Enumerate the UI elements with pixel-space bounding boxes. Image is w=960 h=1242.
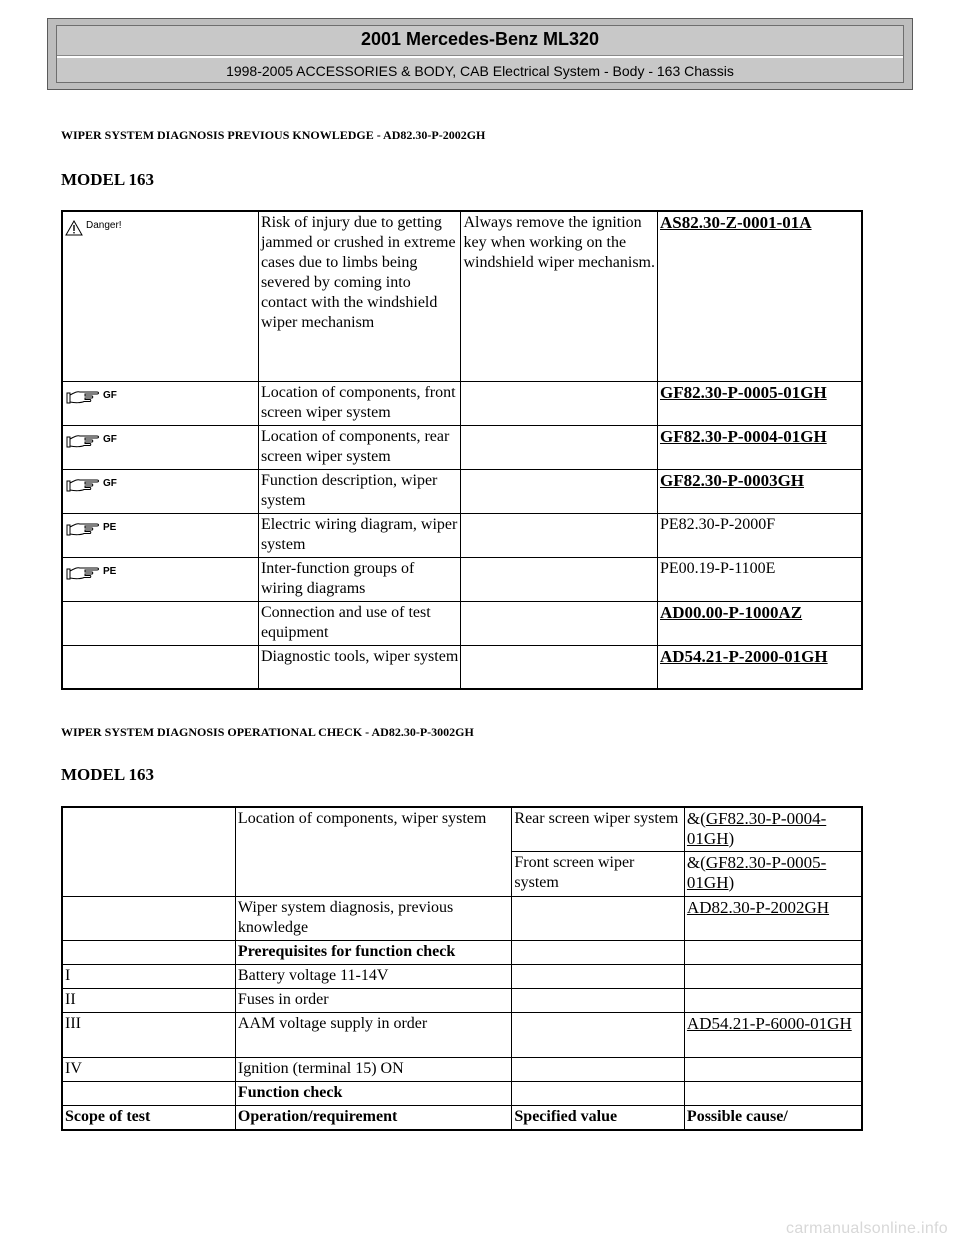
header-banner [47, 18, 913, 90]
pointing-hand-icon [65, 387, 101, 405]
prerequisite-ref-cell [684, 1058, 862, 1082]
gf-reference-icon [65, 386, 117, 406]
reference-code: PE82.30-P-2000F [660, 515, 776, 533]
description-cell: Risk of injury due to getting jammed or crushed in extreme cases due to limbs being severed by coming into contact with the windshield wiper mechanism [258, 211, 461, 381]
note-cell [461, 513, 658, 557]
table-cell [512, 989, 685, 1013]
icon-cell [62, 645, 258, 689]
front-screen-ref-cell [684, 852, 862, 897]
header-divider [57, 55, 903, 58]
table-row [62, 601, 862, 645]
prerequisite-ref-cell [684, 1013, 862, 1058]
reference-link[interactable]: AS82.30-Z-0001-01A [660, 213, 812, 232]
previous-knowledge-ref-cell [684, 897, 862, 941]
description-cell: Function description, wiper system [258, 469, 461, 513]
table-row [62, 425, 862, 469]
description-cell: Location of components, rear screen wiper system [258, 425, 461, 469]
page-subtitle: 1998-2005 ACCESSORIES & BODY, CAB Electrical System - Body - 163 Chassis [226, 63, 734, 79]
note-cell [461, 425, 658, 469]
table-row [62, 807, 862, 852]
pe-reference-icon [65, 562, 116, 582]
reference-cell [658, 645, 863, 689]
icon-label: GF [103, 389, 117, 401]
previous-knowledge-label: Wiper system diagnosis, previous knowledge [235, 897, 511, 941]
table-row [62, 381, 862, 425]
note-cell [461, 645, 658, 689]
gf-reference-icon [65, 474, 117, 494]
section1-heading: WIPER SYSTEM DIAGNOSIS PREVIOUS KNOWLEDGE - AD82.30-P-2002GH [61, 128, 486, 142]
danger-label: Danger! [86, 220, 122, 231]
prerequisite-number: I [62, 965, 235, 989]
danger-badge [65, 216, 122, 236]
icon-cell [62, 513, 258, 557]
table-cell [512, 1013, 685, 1058]
reference-link[interactable]: GF82.30-P-0003GH [660, 470, 805, 490]
section2-heading: WIPER SYSTEM DIAGNOSIS OPERATIONAL CHECK - AD82.30-P-3002GH [61, 725, 474, 739]
prerequisite-text: Fuses in order [235, 989, 511, 1013]
reference-cell [658, 513, 863, 557]
table-row [62, 513, 862, 557]
table-cell [62, 807, 235, 897]
table-cell [62, 941, 235, 965]
prerequisite-text: AAM voltage supply in order [235, 1013, 511, 1058]
icon-label: PE [103, 565, 117, 577]
previous-knowledge-ref-link[interactable]: AD82.30-P-2002GH [686, 898, 830, 917]
footer [0, 1206, 960, 1242]
reference-link[interactable]: GF82.30-P-0004-01GH [660, 426, 827, 446]
prerequisite-row [62, 965, 862, 989]
column-header-scope: Scope of test [62, 1106, 235, 1131]
section1-model: MODEL 163 [61, 170, 155, 189]
column-header-row [62, 1106, 862, 1131]
reference-cell [658, 381, 863, 425]
front-screen-ref-link[interactable]: GF82.30-P-0005-01GH [686, 853, 827, 892]
previous-knowledge-table [61, 210, 863, 690]
icon-cell [62, 469, 258, 513]
warning-triangle-icon [65, 220, 83, 236]
table-cell [62, 1082, 235, 1106]
front-suffix: ) [728, 873, 735, 892]
column-header-possible-cause: Possible cause/ [684, 1106, 862, 1131]
table-row [62, 645, 862, 689]
column-header-operation: Operation/requirement [235, 1106, 511, 1131]
note-cell [461, 601, 658, 645]
icon-cell [62, 381, 258, 425]
table-cell [684, 1082, 862, 1106]
table-row [62, 1082, 862, 1106]
page-title: 2001 Mercedes-Benz ML320 [360, 29, 600, 49]
table-cell [512, 965, 685, 989]
function-check-heading: Function check [235, 1082, 511, 1106]
prerequisite-number: IV [62, 1058, 235, 1082]
front-screen-label: Front screen wiper system [512, 852, 685, 897]
reference-code: PE00.19-P-1100E [660, 559, 776, 577]
rear-screen-ref-link[interactable]: GF82.30-P-0004-01GH [686, 809, 827, 848]
description-cell: Diagnostic tools, wiper system [258, 645, 461, 689]
prerequisite-ref-link[interactable]: AD54.21-P-6000-01GH [686, 1014, 852, 1033]
icon-label: PE [103, 521, 117, 533]
prerequisites-heading: Prerequisites for function check [235, 941, 511, 965]
pe-reference-icon [65, 518, 116, 538]
note-cell [461, 557, 658, 601]
note-cell [461, 381, 658, 425]
reference-cell [658, 469, 863, 513]
table-cell [62, 897, 235, 941]
note-cell [461, 469, 658, 513]
prerequisite-ref-cell [684, 989, 862, 1013]
reference-cell [658, 601, 863, 645]
table-cell [512, 941, 685, 965]
icon-label: GF [103, 433, 117, 445]
gf-reference-icon [65, 430, 117, 450]
reference-cell [658, 425, 863, 469]
table-cell [512, 1082, 685, 1106]
icon-cell [62, 601, 258, 645]
icon-cell [62, 211, 258, 381]
column-header-specified-value: Specified value [512, 1106, 685, 1131]
reference-link[interactable]: AD00.00-P-1000AZ [660, 602, 803, 622]
reference-link[interactable]: AD54.21-P-2000-01GH [660, 646, 828, 666]
table-cell [512, 897, 685, 941]
operational-check-table [61, 806, 863, 1131]
rear-prefix: &( [686, 809, 706, 828]
note-cell: Always remove the ignition key when working on the windshield wiper mechanism. [461, 211, 658, 381]
location-label-cell: Location of components, wiper system [235, 807, 511, 897]
pointing-hand-icon [65, 519, 101, 537]
rear-screen-ref-cell [684, 807, 862, 852]
reference-cell [658, 211, 863, 381]
description-cell: Connection and use of test equipment [258, 601, 461, 645]
description-cell: Electric wiring diagram, wiper system [258, 513, 461, 557]
watermark: carmanualsonline.info [786, 1220, 948, 1237]
header-banner-inner [56, 25, 904, 83]
description-cell: Location of components, front screen wiper system [258, 381, 461, 425]
rear-suffix: ) [728, 829, 735, 848]
table-row [62, 897, 862, 941]
reference-cell [658, 557, 863, 601]
icon-label: GF [103, 477, 117, 489]
icon-cell [62, 557, 258, 601]
prerequisite-number: III [62, 1013, 235, 1058]
prerequisite-row [62, 989, 862, 1013]
pointing-hand-icon [65, 431, 101, 449]
rear-screen-label: Rear screen wiper system [512, 807, 685, 852]
table-cell [512, 1058, 685, 1082]
prerequisite-text: Ignition (terminal 15) ON [235, 1058, 511, 1082]
pointing-hand-icon [65, 475, 101, 493]
front-prefix: &( [686, 853, 706, 872]
table-cell [684, 941, 862, 965]
prerequisite-number: II [62, 989, 235, 1013]
table-row [62, 557, 862, 601]
section2-model: MODEL 163 [61, 765, 155, 784]
table-row [62, 211, 862, 381]
description-cell: Inter-function groups of wiring diagrams [258, 557, 461, 601]
table-row [62, 469, 862, 513]
pointing-hand-icon [65, 563, 101, 581]
prerequisite-row [62, 1058, 862, 1082]
prerequisite-row [62, 1013, 862, 1058]
prerequisite-text: Battery voltage 11-14V [235, 965, 511, 989]
reference-link[interactable]: GF82.30-P-0005-01GH [660, 382, 827, 402]
table-row [62, 941, 862, 965]
prerequisite-ref-cell [684, 965, 862, 989]
icon-cell [62, 425, 258, 469]
